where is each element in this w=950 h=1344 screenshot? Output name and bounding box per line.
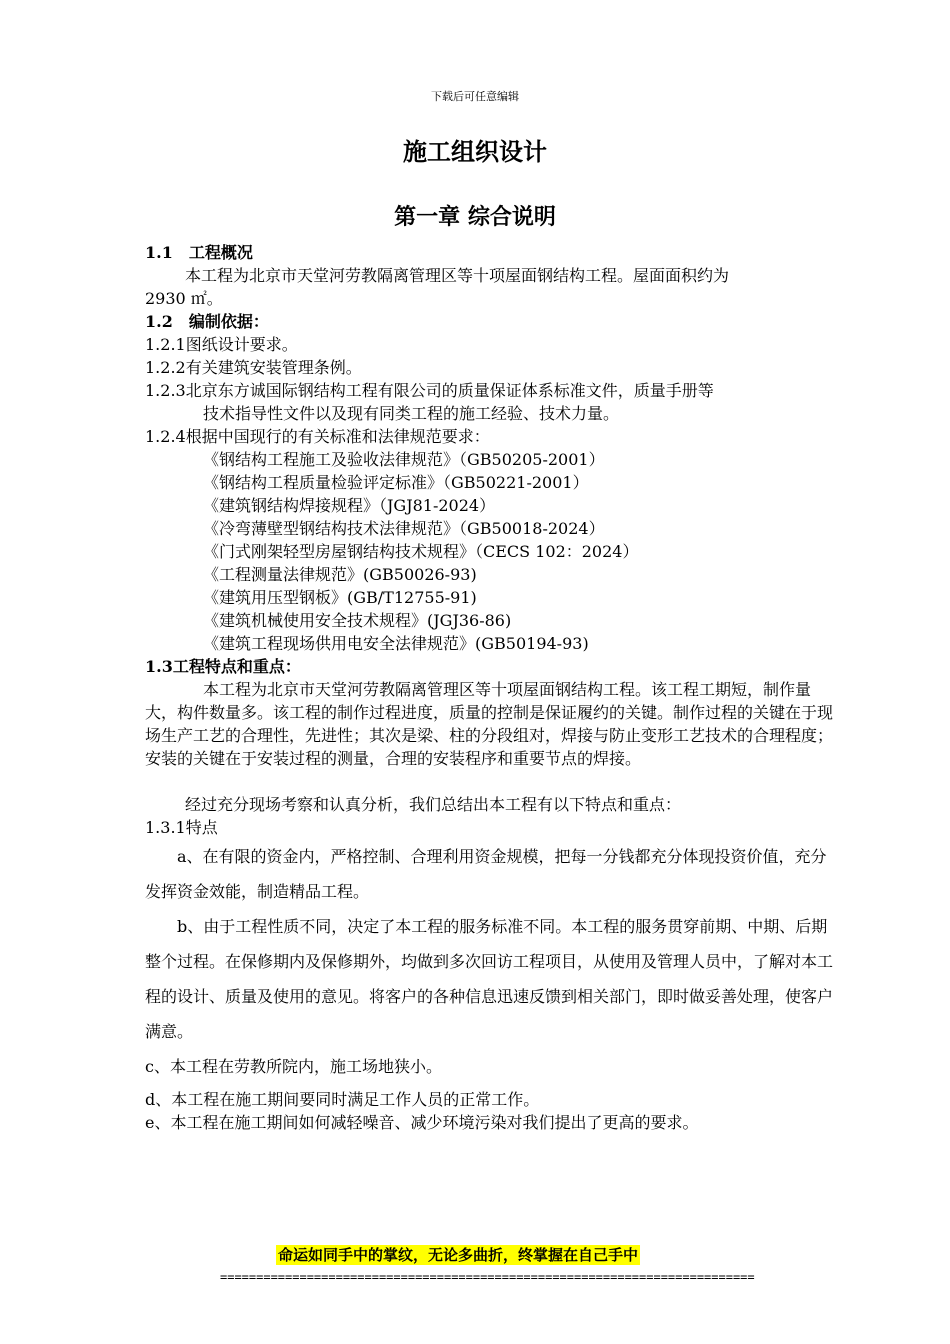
- section-1-1-text-line2: 2930 ㎡。: [145, 289, 223, 308]
- standard-item: 《建筑工程现场供用电安全法律规范》(GB50194-93): [203, 634, 589, 653]
- standard-item: 《钢结构工程质量检验评定标准》（GB50221-2001）: [203, 473, 589, 492]
- feature-item-c: c、本工程在劳教所院内，施工场地狭小。: [145, 1057, 442, 1076]
- feature-item-d: d、本工程在施工期间要同时满足工作人员的正常工作。: [145, 1090, 540, 1109]
- standard-item: 《建筑钢结构焊接规程》（JGJ81-2024）: [203, 496, 496, 515]
- footer-divider: ==========================================================================: [220, 1270, 755, 1284]
- section-1-1-heading: 1.1 工程概况: [145, 243, 253, 262]
- feature-item-e: e、本工程在施工期间如何减轻噪音、减少环境污染对我们提出了更高的要求。: [145, 1113, 699, 1132]
- basis-item-2: 1.2.2有关建筑安装管理条例。: [145, 358, 362, 377]
- section-1-2-heading: 1.2 编制依据：: [145, 312, 269, 331]
- section-1-3-heading: 1.3工程特点和重点：: [145, 657, 301, 676]
- chapter-title: 第一章 综合说明: [394, 204, 556, 230]
- footer-motto: 命运如同手中的掌纹，无论多曲折，终掌握在自己手中: [278, 1246, 639, 1264]
- basis-item-4: 1.2.4根据中国现行的有关标准和法律规范要求：: [145, 427, 490, 446]
- basis-item-3-line2: 技术指导性文件以及现有同类工程的施工经验、技术力量。: [203, 404, 620, 423]
- section-1-3-1-heading: 1.3.1特点: [145, 818, 218, 837]
- header-note: 下载后可任意编辑: [431, 90, 519, 103]
- standard-item: 《工程测量法律规范》(GB50026-93): [203, 565, 477, 584]
- standard-item: 《门式刚架轻型房屋钢结构技术规程》（CECS 102：2024）: [203, 542, 639, 561]
- basis-item-1: 1.2.1图纸设计要求。: [145, 335, 298, 354]
- standard-item: 《钢结构工程施工及验收法律规范》（GB50205-2001）: [203, 450, 605, 469]
- standard-item: 《建筑机械使用安全技术规程》(JGJ36-86): [203, 611, 512, 630]
- section-1-3-paragraph-2: 经过充分现场考察和认真分析，我们总结出本工程有以下特点和重点：: [185, 795, 682, 814]
- section-1-1-text-line1: 本工程为北京市天堂河劳教隔离管理区等十项屋面钢结构工程。屋面面积约为: [185, 266, 730, 285]
- feature-item-b: b、由于工程性质不同，决定了本工程的服务标准不同。本工程的服务贯穿前期、中期、后期整个过程。在保修期内及保修期外，均做到多次回访工程项目，从使用及管理人员中，了解对本工程的设计、质量及使用的意见。将客户的各种信息迅速反馈到相关部门，即时做妥善处理，使客户满意。: [145, 917, 834, 1041]
- standard-item: 《冷弯薄壁型钢结构技术法律规范》（GB50018-2024）: [203, 519, 605, 538]
- basis-item-3-line1: 1.2.3北京东方诚国际钢结构工程有限公司的质量保证体系标准文件，质量手册等: [145, 381, 714, 400]
- standard-item: 《建筑用压型钢板》(GB/T12755-91): [203, 588, 477, 607]
- document-title: 施工组织设计: [403, 137, 547, 166]
- section-1-3-paragraph-1: 本工程为北京市天堂河劳教隔离管理区等十项屋面钢结构工程。该工程工期短，制作量大，构件数量多。该工程的制作过程进度，质量的控制是保证履约的关键。制作过程的关键在于现场生产工艺的合理性，先进性；其次是梁、柱的分段组对，焊接与防止变形工艺技术的合理程度；安装的关键在于安装过程的测量，合理的安装程序和重要节点的焊接。: [145, 680, 834, 768]
- feature-item-a: a、在有限的资金内，严格控制、合理利用资金规模，把每一分钱都充分体现投资价值，充分发挥资金效能，制造精品工程。: [145, 847, 827, 901]
